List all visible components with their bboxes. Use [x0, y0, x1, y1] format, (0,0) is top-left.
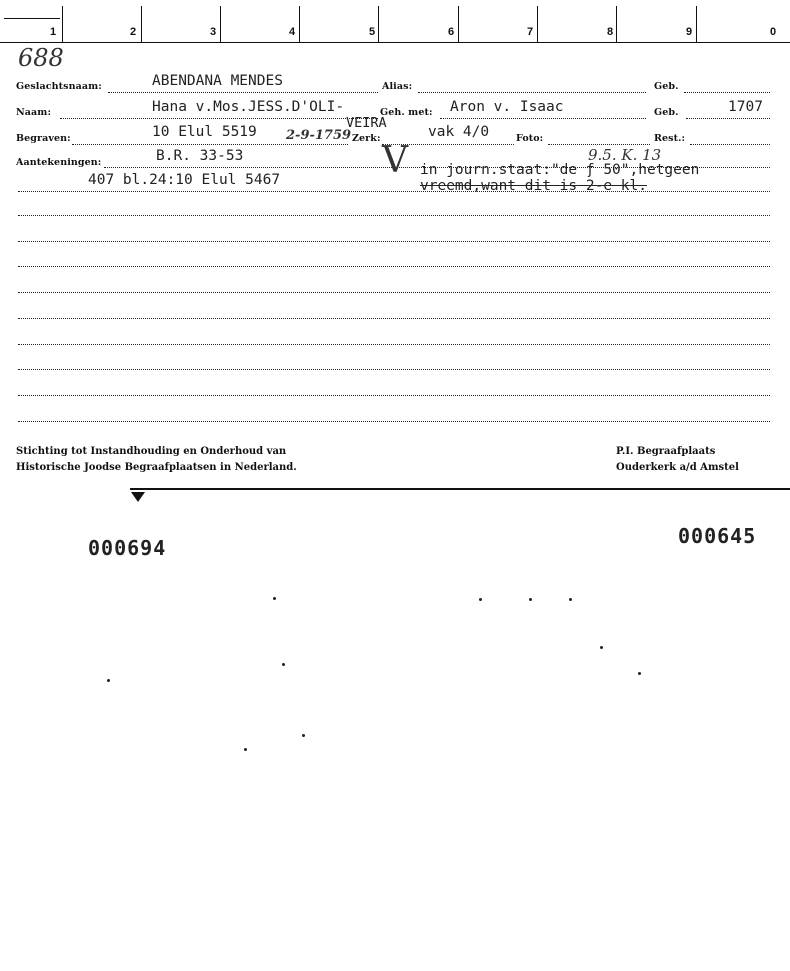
scan-speck	[479, 598, 482, 601]
check-mark: V	[382, 140, 408, 181]
ruler-line	[0, 42, 790, 43]
footer-foundation	[16, 444, 297, 476]
ruler-tick	[458, 6, 459, 42]
blank-line	[18, 395, 770, 396]
scan-speck	[600, 646, 603, 649]
ruler-tick	[537, 6, 538, 42]
scan-speck	[273, 597, 276, 600]
geh-met-label: Geh. met:	[380, 107, 433, 118]
ruler-tick	[299, 6, 300, 42]
stamp-number-left: 000694	[88, 536, 167, 560]
ruler-tick	[696, 6, 697, 42]
card-number: 688	[18, 44, 64, 72]
geslachtsnaam-label: Geslachtsnaam:	[16, 81, 102, 92]
blank-line	[18, 241, 770, 242]
ruler-number: 5	[369, 26, 376, 38]
ruler-tick	[141, 6, 142, 42]
ruler-number: 9	[686, 26, 693, 38]
naam-continuation: VEIRA	[346, 115, 387, 131]
note-line	[18, 191, 770, 192]
geb-value-2: 1707	[728, 99, 763, 115]
alias-label: Alias:	[382, 81, 413, 92]
begraven-line	[72, 144, 348, 145]
footer-cemetery-line-2: Ouderkerk a/d Amstel	[616, 462, 739, 473]
ruler-number: 8	[607, 26, 614, 38]
footer-cemetery	[616, 444, 739, 476]
ruler-tick	[378, 6, 379, 42]
scan-speck	[638, 672, 641, 675]
foto-label: Foto:	[516, 133, 544, 144]
note-handwritten: 9.5. K. 13	[588, 146, 662, 164]
begraven-label: Begraven:	[16, 133, 71, 144]
ruler-number: 2	[130, 26, 137, 38]
ruler-number: 7	[527, 26, 534, 38]
ruler-tick	[616, 6, 617, 42]
ruler-number: 0	[770, 26, 777, 38]
geb-label-1: Geb.	[654, 81, 679, 92]
naam-line	[60, 118, 378, 119]
aantekeningen-value-2: 407 bl.24:10 Elul 5467	[88, 172, 281, 188]
journal-note-line-2: vreemd,want dit is 2-e kl.	[420, 178, 647, 194]
rest-label: Rest.:	[654, 133, 686, 144]
ruler-number: 1	[50, 26, 57, 38]
ruler-tick	[220, 6, 221, 42]
blank-line	[18, 292, 770, 293]
geb-label-2: Geb.	[654, 107, 679, 118]
geh-met-value: Aron v. Isaac	[450, 99, 564, 115]
blank-line	[18, 344, 770, 345]
zerk-value: vak 4/0	[428, 124, 490, 140]
begraven-handwritten-date: 2-9-1759	[286, 128, 352, 143]
aantekeningen-label: Aantekeningen:	[16, 157, 102, 168]
ruler-number: 6	[448, 26, 455, 38]
geslachtsnaam-line	[108, 92, 378, 93]
blank-line	[18, 215, 770, 216]
ruler-number: 4	[289, 26, 296, 38]
ruler-corner-mark	[4, 18, 60, 19]
ruler-number: 3	[210, 26, 217, 38]
foto-line	[548, 144, 650, 145]
begraven-value: 10 Elul 5519	[152, 124, 257, 140]
footer-foundation-line-2: Historische Joodse Begraafplaatsen in Nederland.	[16, 462, 297, 473]
footer-cemetery-line-1: P.I. Begraafplaats	[616, 446, 716, 457]
geslachtsnaam-value: ABENDANA MENDES	[152, 73, 283, 89]
stamp-number-right: 000645	[678, 524, 757, 548]
scan-speck	[244, 748, 247, 751]
geh-met-line	[440, 118, 646, 119]
naam-label: Naam:	[16, 107, 52, 118]
footer-foundation-line-1: Stichting tot Instandhouding en Onderhoud van	[16, 446, 287, 457]
ruler-tick	[62, 6, 63, 42]
geb-line-1	[684, 92, 770, 93]
naam-value: Hana v.Mos.JESS.D'OLI-	[152, 99, 345, 115]
zerk-label: Zerk:	[352, 133, 381, 144]
blank-line	[18, 369, 770, 370]
card-bottom-rule	[130, 488, 790, 490]
scan-speck	[529, 598, 532, 601]
aantekeningen-value: B.R. 33-53	[156, 148, 244, 164]
blank-line	[18, 318, 770, 319]
triangle-marker-icon	[131, 492, 145, 502]
rest-line	[690, 144, 770, 145]
scan-speck	[302, 734, 305, 737]
scan-speck	[282, 663, 285, 666]
geb-line-2	[686, 118, 770, 119]
scan-speck	[569, 598, 572, 601]
scan-speck	[107, 679, 110, 682]
journal-note-line-1: in journ.staat:"de ƒ 50",hetgeen	[420, 162, 700, 178]
blank-line	[18, 266, 770, 267]
blank-line	[18, 421, 770, 422]
alias-line	[418, 92, 646, 93]
